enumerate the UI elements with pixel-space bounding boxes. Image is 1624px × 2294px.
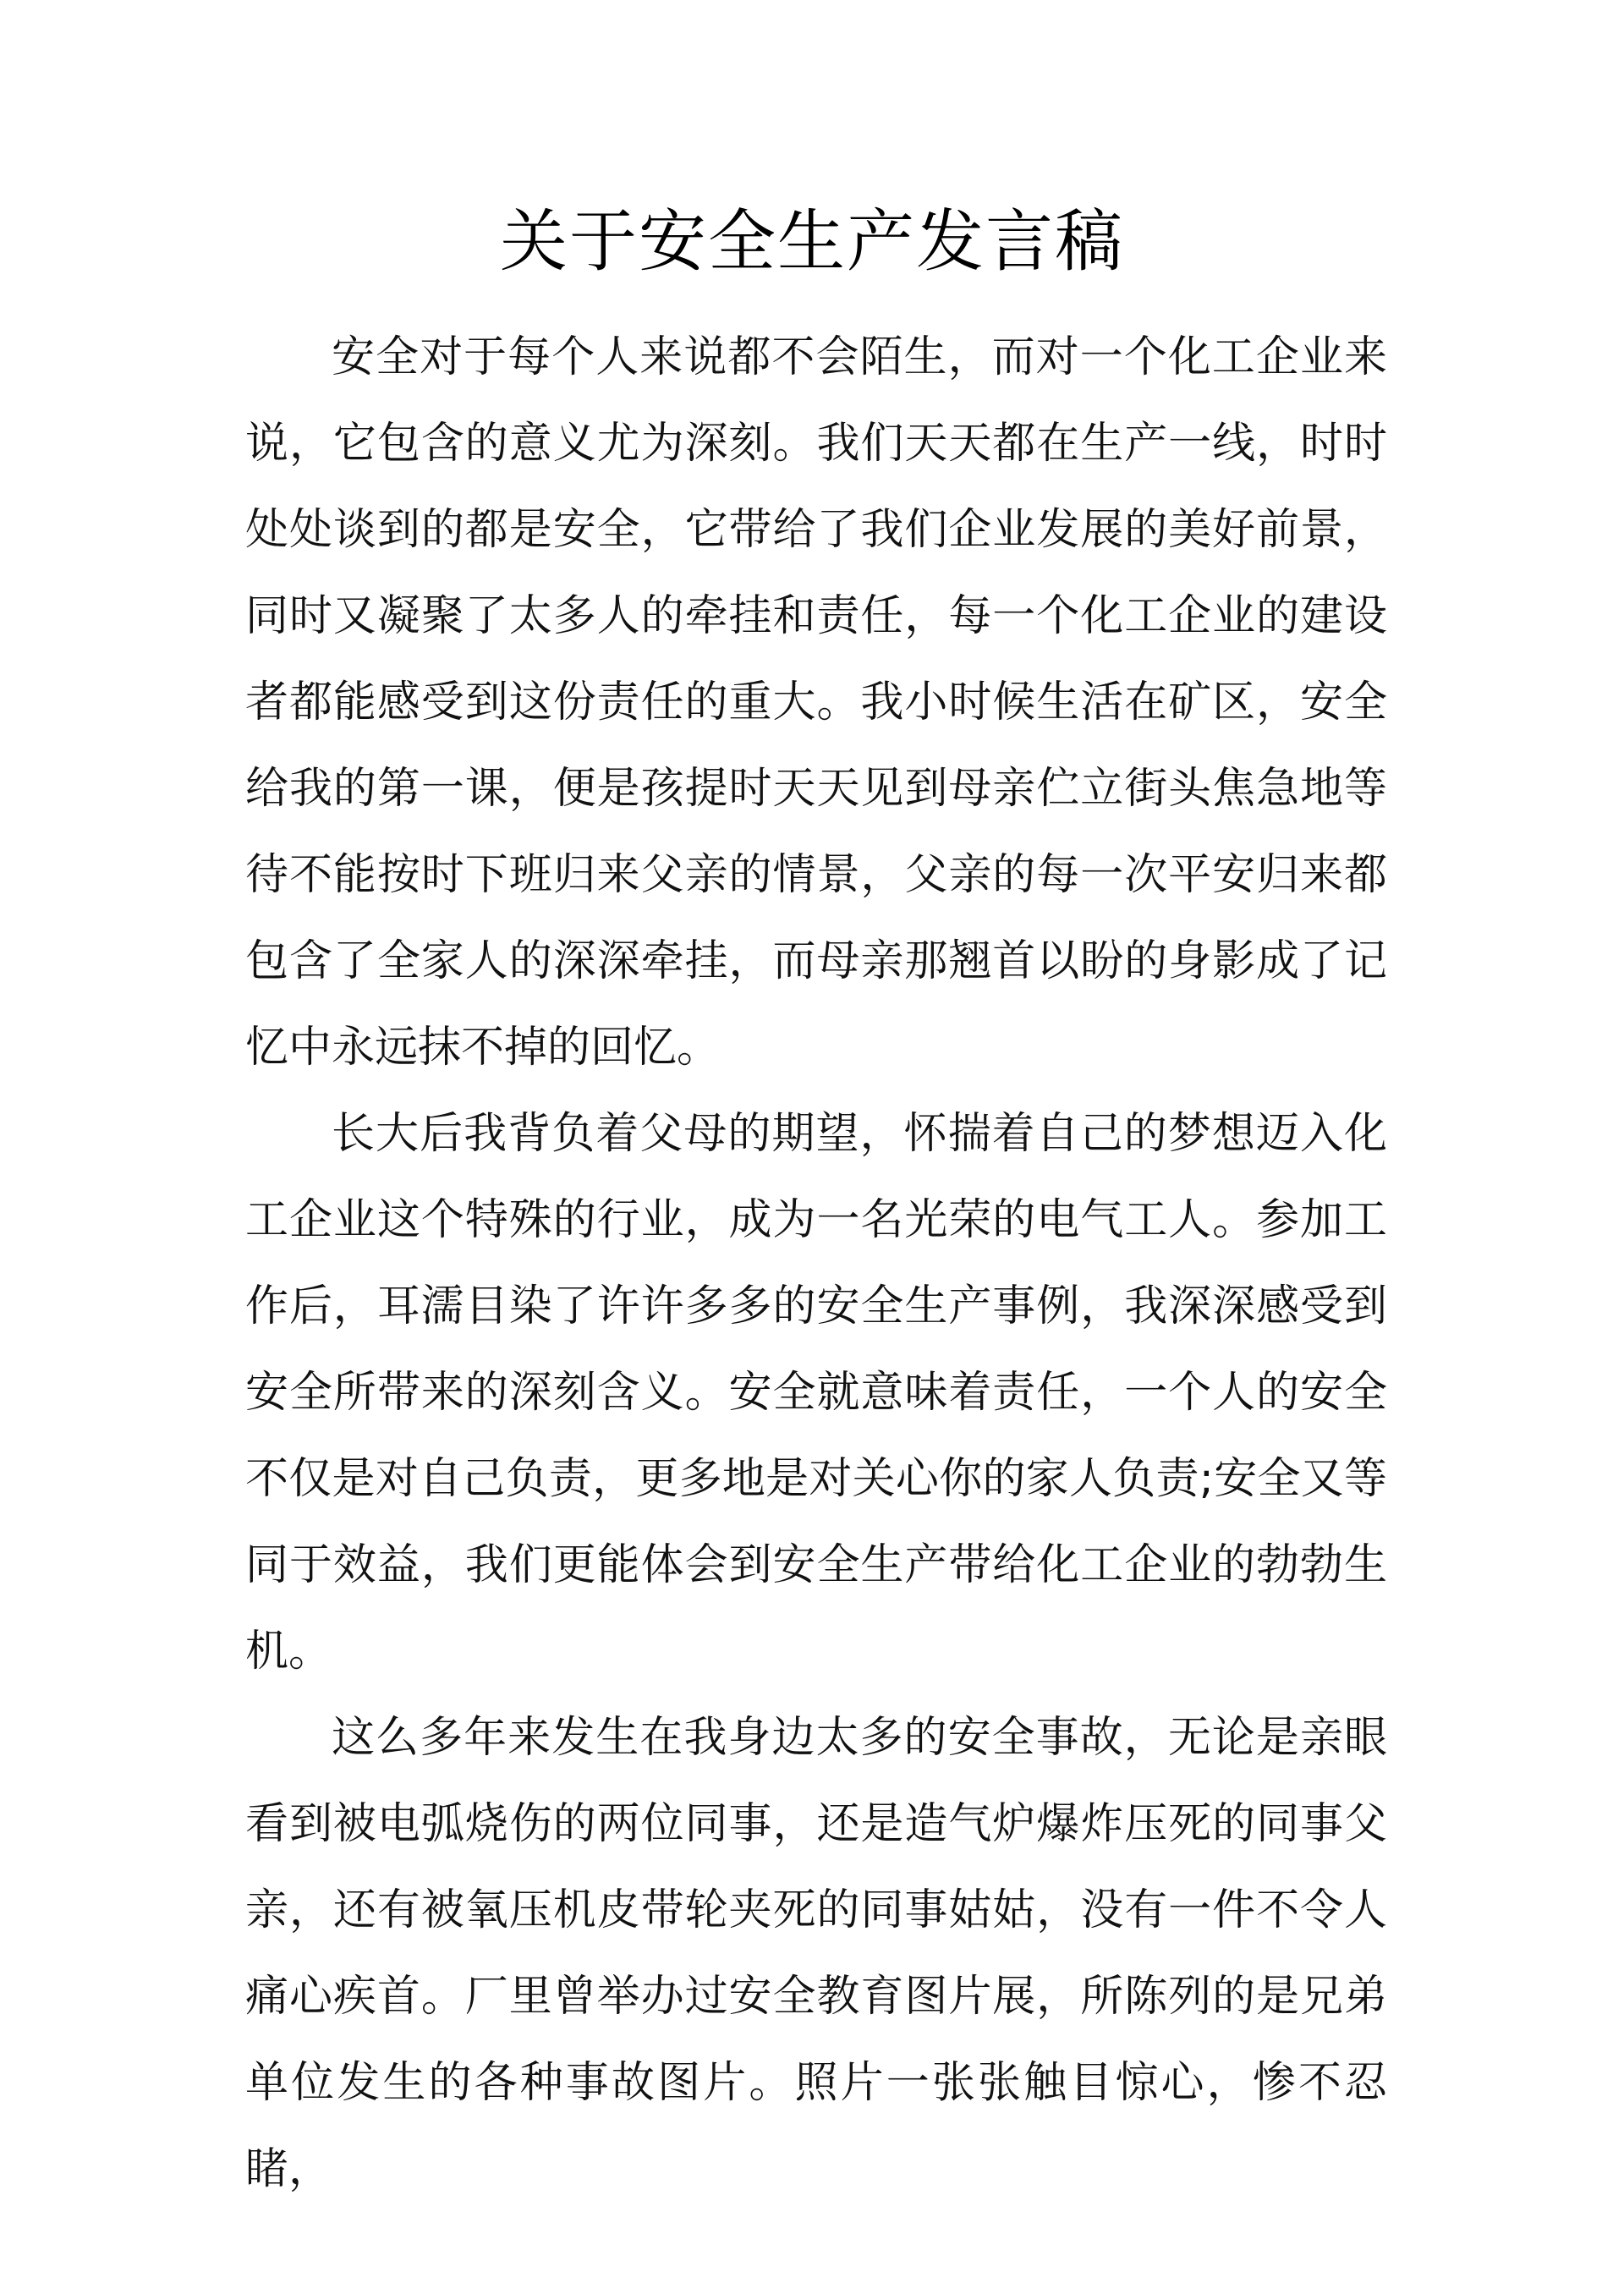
paragraph-2: 长大后我背负着父母的期望，怀揣着自己的梦想迈入化工企业这个特殊的行业，成为一名光荣的电气工人。参加工作后，耳濡目染了许许多多的安全生产事例，我深深感受到安全所带来的深刻含义。安全就意味着责任，一个人的安全不仅是对自己负责，更多地是对关心你的家人负责;安全又等同于效益，我们更能体会到安全生产带给化工企业的勃勃生机。 (245, 1109, 1387, 1677)
document-body (245, 315, 1387, 2213)
document-title: 关于安全生产发言稿 (500, 202, 1124, 281)
paragraph-1: 安全对于每个人来说都不会陌生，而对一个化工企业来说，它包含的意义尤为深刻。我们天天都在生产一线，时时处处谈到的都是安全，它带给了我们企业发展的美好前景，同时又凝聚了太多人的牵挂和责任，每一个化工企业的建设者都能感受到这份责任的重大。我小时候生活在矿区，安全给我的第一课，便是孩提时天天见到母亲伫立街头焦急地等待不能按时下班归来父亲的情景，父亲的每一次平安归来都包含了全家人的深深牵挂，而母亲那翘首以盼的身影成了记忆中永远抹不掉的回忆。 (245, 332, 1387, 1073)
paragraph-3: 这么多年来发生在我身边太多的安全事故，无论是亲眼看到被电弧烧伤的两位同事，还是造气炉爆炸压死的同事父亲，还有被氧压机皮带轮夹死的同事姑姑，没有一件不令人痛心疾首。厂里曾举办过安全教育图片展，所陈列的是兄弟单位发生的各种事故图片。照片一张张触目惊心，惨不忍睹， (245, 1713, 1387, 2194)
